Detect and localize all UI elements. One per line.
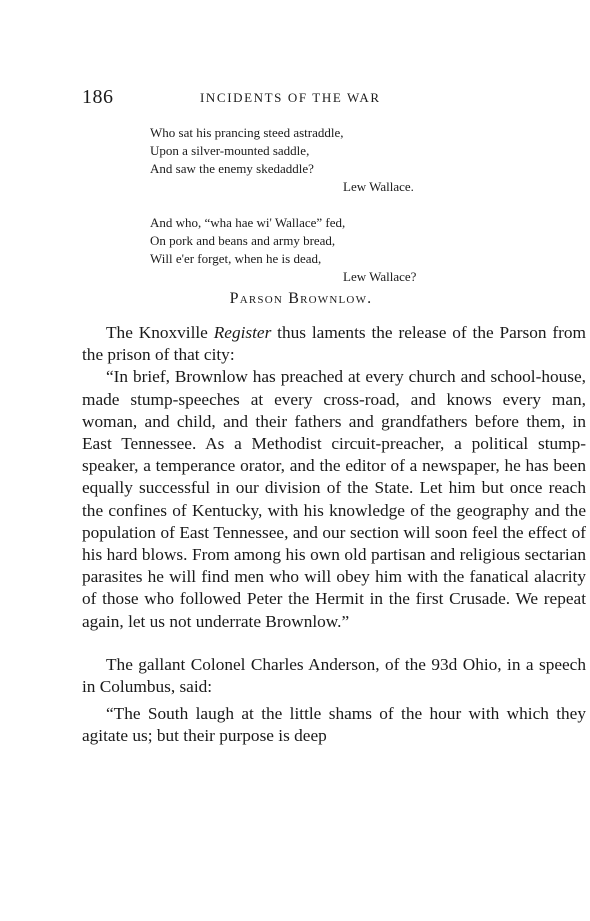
running-head: INCIDENTS OF THE WAR [200, 90, 381, 105]
body-block-3 [82, 703, 586, 747]
paragraph [82, 322, 586, 366]
body-block-2 [82, 654, 586, 698]
page-header [82, 86, 502, 110]
poem-attribution: Lew Wallace? [343, 269, 417, 284]
paragraph-text: thus laments the release of the Parson from the prison of that city: [82, 323, 586, 365]
newspaper-name: Register [213, 323, 272, 342]
paragraph: The gallant Colonel Charles Anderson, of the 93d Ohio, in a speech in Columbus, said: [82, 655, 586, 697]
quoted-paragraph: “In brief, Brownlow has preached at every church and school-house, made stump-speeches at every cross-road, and knows every man, woman, and child, and their fathers and grandfathers before them, in East Tennessee. As a Methodist circuit-preacher, a political stump-speaker, a temperance orator, and the editor of a newspaper, he has been equally successful in our division of the State. Let him but once reach the confines of Kentucky, with his knowledge of the geography and the population of East Tennessee, and our section will soon feel the effect of his hard blows. From among his own old partisan and religious sectarian parasites he will find men who will obey him with the fanatical alacrity of those who followed Peter the Hermit in the first Crusade. We repeat again, let us not underrate Brownlow.” [82, 367, 586, 631]
poem-line: On pork and beans and army bread, [150, 233, 336, 248]
poem-stanza-1 [150, 124, 490, 196]
poem-line: And saw the enemy skedaddle? [150, 161, 314, 176]
poem-attribution: Lew Wallace. [343, 179, 414, 194]
page-number: 186 [82, 86, 114, 108]
poem-line: Upon a silver-mounted saddle, [150, 143, 310, 158]
section-title [0, 290, 590, 308]
poem-line: Will e'er forget, when he is dead, [150, 251, 322, 266]
quoted-paragraph: “The South laugh at the little shams of the hour with which they agitate us; but their purpose is deep [82, 704, 586, 746]
poem-stanza-2 [150, 214, 490, 286]
poem-line: And who, “wha hae wi' Wallace” fed, [150, 215, 346, 230]
poem-line: Who sat his prancing steed astraddle, [150, 125, 344, 140]
body-block-1 [82, 322, 586, 633]
paragraph-text: The Knoxville [106, 323, 214, 342]
section-title-text: Parson Brownlow. [229, 290, 373, 307]
